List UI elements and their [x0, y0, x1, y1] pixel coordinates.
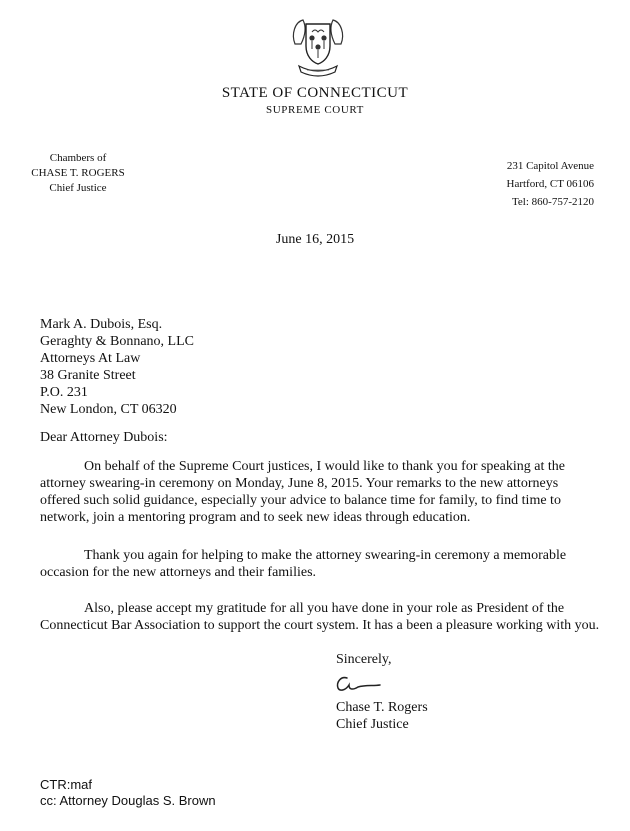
carbon-copy: cc: Attorney Douglas S. Brown — [40, 793, 216, 808]
reference-block — [40, 777, 216, 809]
body-paragraph-2 — [40, 547, 600, 581]
salutation: Dear Attorney Dubois: — [40, 430, 168, 445]
chambers-justice-name: CHASE T. ROGERS — [31, 167, 125, 179]
paragraph-text: Also, please accept my gratitude for all you have done in your role as President of the Connecticut Bar Association to support the court system. It has a been a pleasure working with you. — [40, 601, 600, 633]
paragraph-text: On behalf of the Supreme Court justices, I would like to thank you for speaking at the attorney swearing-in ceremony on Monday, June 8, 2015. Your remarks to the new attorneys offered such solid guidance, especially your advice to balance time for family, to find time to network, join a mentoring program and to seek new ideas through education. — [40, 459, 565, 525]
recipient-street: 38 Granite Street — [40, 368, 136, 383]
recipient-city: New London, CT 06320 — [40, 402, 177, 417]
signer-name: Chase T. Rogers — [336, 700, 428, 715]
recipient-firm: Geraghty & Bonnano, LLC — [40, 334, 194, 349]
telephone: Tel: 860-757-2120 — [511, 196, 594, 208]
street-address: 231 Capitol Avenue — [506, 160, 594, 172]
paragraph-text: Thank you again for helping to make the attorney swearing-in ceremony a memorable occasion for the new attorneys and their families. — [40, 548, 567, 580]
body-paragraph-3 — [40, 600, 600, 634]
recipient-po-box: P.O. 231 — [40, 385, 88, 400]
letterhead-title: STATE OF CONNECTICUT — [221, 85, 409, 101]
court-address-block — [507, 157, 594, 211]
chambers-line: Chambers of — [49, 152, 107, 164]
recipient-address-block — [40, 316, 194, 418]
recipient-name: Mark A. Dubois, Esq. — [40, 317, 163, 332]
handwritten-signature — [333, 672, 383, 696]
signer-title: Chief Justice — [336, 717, 409, 732]
chambers-block — [0, 151, 156, 196]
closing: Sincerely, — [336, 652, 392, 667]
city-state-zip: Hartford, CT 06106 — [506, 178, 594, 190]
letter-date: June 16, 2015 — [275, 232, 355, 247]
body-paragraph-1 — [40, 458, 600, 526]
chambers-justice-title: Chief Justice — [49, 182, 107, 194]
letterhead-subtitle: SUPREME COURT — [266, 104, 364, 116]
connecticut-state-seal-icon — [289, 14, 347, 80]
signer-block — [336, 699, 428, 733]
recipient-title: Attorneys At Law — [40, 351, 141, 366]
reference-initials: CTR:maf — [40, 777, 92, 792]
